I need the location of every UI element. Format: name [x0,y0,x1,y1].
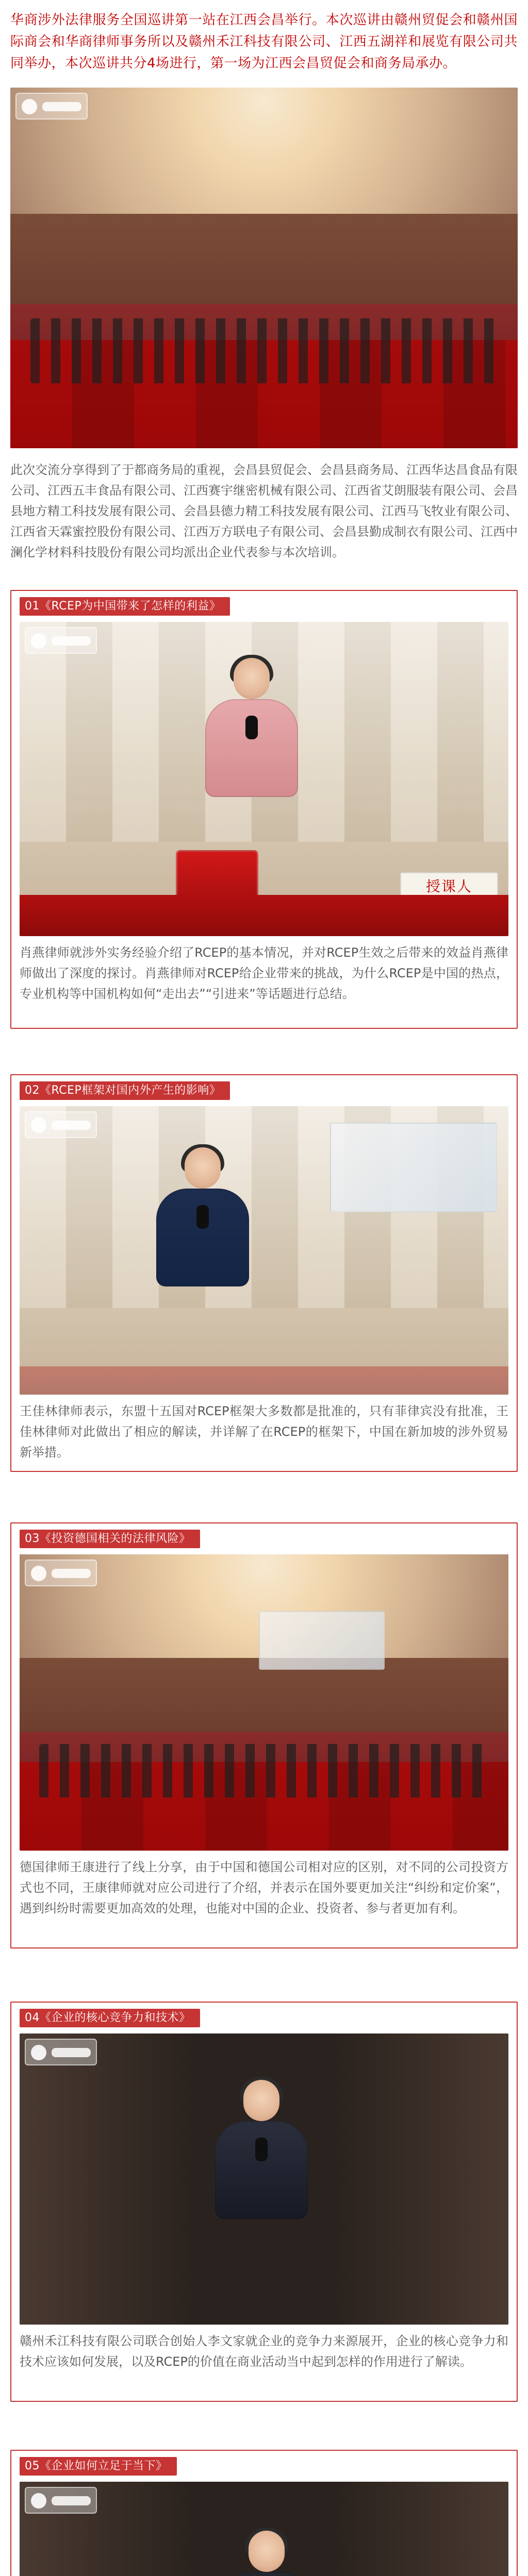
logo-mark [25,2039,97,2065]
speaker [220,2531,313,2576]
logo-wordmark [52,2048,91,2057]
microphone [245,716,258,739]
section-03-frame [10,1522,518,1948]
section-03 [10,1522,518,1948]
section-04-frame [10,2002,518,2402]
section-04-photo [20,2033,508,2325]
section-02-frame [10,1074,518,1472]
speaker [215,2080,308,2214]
intro-text: 华商涉外法律服务全国巡讲第一站在江西会昌举行。本次巡讲由赣州贸促会和赣州国际商会和华商律师事务所以及赣州禾江科技有限公司、江西五湖祥和展览有限公司共同举办，本次巡讲共分4场进行，第一场为江西会昌贸促会和商务局承办。 [10,12,518,71]
section-01 [10,590,518,1029]
nameplate: 授课人 [400,872,498,901]
logo-wordmark [52,2496,91,2505]
speaker-head [185,1147,221,1189]
section-01-text: 肖燕律师就涉外实务经验介绍了RCEP的基本情况，并对RCEP生效之后带来的效益肖燕律师做出了深度的探讨。肖燕律师对RCEP给企业带来的挑战，为什么RCEP是中国的热点，专业机构等中国机构如何“走出去”“引进来”等话题进行总结。 [20,945,508,1001]
section-03-photo [20,1554,508,1851]
logo-icon [31,1117,46,1133]
section-05-photo [20,2482,508,2576]
section-02 [10,1074,518,1472]
logo-wordmark [42,102,81,111]
paragraph-1-text: 此次交流分享得到了于都商务局的重视，会昌县贸促会、会昌县商务局、江西华达昌食品有限公司、江西五丰食品有限公司、江西赛宇继密机械有限公司、江西省艾朗服装有限公司、会昌县地方精工科技发展有限公司、会昌县德力精工科技发展有限公司、江西马飞牧业有限公司、江西省天霖蜜控股份有限公司、江西万方联电子有限公司、会昌县勤成制衣有限公司、江西中澜化学材料科技股份有限公司均派出企业代表参与本次培训。 [10,463,518,560]
spacer [20,936,508,942]
speaker-body [156,1189,249,1286]
speaker [205,658,298,792]
section-01-photo [20,622,508,936]
logo-mark [25,2487,97,2514]
logo-mark [25,627,97,654]
logo-icon [31,633,46,649]
section-02-tag: 02《RCEP框架对国内外产生的影响》 [20,1081,230,1100]
speaker-body [205,699,298,797]
section-01-tag: 01《RCEP为中国带来了怎样的利益》 [20,597,230,616]
section-02-text: 王佳林律师表示，东盟十五国对RCEP框架大多数都是批准的，只有菲律宾没有批准，王佳林律师对此做出了相应的解读，并详解了在RCEP的框架下，中国在新加坡的涉外贸易新举措。 [20,1404,508,1460]
speaker-head [234,658,270,699]
section-04-tag: 04《企业的核心竞争力和技术》 [20,2009,200,2027]
logo-mark [15,93,88,120]
section-04 [10,2002,518,2402]
section-03-text: 德国律师王康进行了线上分享，由于中国和德国公司相对应的区别，对不同的公司投资方式也不同，王康律师就对应公司进行了介绍，并表示在国外要更加关注“纠纷和定价案”，遇到纠纷时需要更加高效的处理，也能对中国的企业、投资者、参与者更加有利。 [20,1860,508,1916]
spacer [20,1395,508,1401]
logo-icon [31,1566,46,1581]
microphone [196,1205,209,1229]
section-05-tag: 05《企业如何立足于当下》 [20,2457,177,2476]
logo-wordmark [52,1121,91,1130]
speaker-body [220,2572,313,2576]
section-04-text: 赣州禾江科技有限公司联合创始人李文家就企业的竞争力来源展开，企业的核心竞争力和技术应该如何发展，以及RCEP的价值在商业活动当中起到怎样的作用进行了解读。 [20,2334,508,2369]
speaker-head [243,2080,279,2121]
audience [39,1744,489,1798]
section-05 [10,2450,518,2576]
conference-photo-1 [10,88,518,448]
logo-icon [31,2493,46,2509]
section-03-tag: 03《投资德国相关的法律风险》 [20,1530,200,1548]
projection-screen [330,1123,497,1212]
floor [20,1366,508,1395]
projection-screen [259,1611,385,1670]
speaker-body [215,2121,308,2219]
logo-icon [31,2045,46,2060]
section-05-frame [10,2450,518,2576]
intro [10,9,518,100]
speaker [156,1147,249,1281]
top-photo [10,88,518,448]
logo-mark [25,1560,97,1586]
section-02-photo [20,1106,508,1395]
logo-icon [22,99,37,114]
speaker-head [249,2531,285,2572]
spacer [20,1851,508,1857]
section-01-frame [10,590,518,1029]
paragraph-1 [10,460,518,563]
audience [30,318,497,383]
logo-mark [25,1111,97,1138]
microphone [255,2138,268,2161]
spacer [20,2325,508,2331]
logo-wordmark [52,636,91,646]
podium [20,895,508,936]
logo-wordmark [52,1569,91,1578]
conference-photo-2 [20,1554,508,1851]
